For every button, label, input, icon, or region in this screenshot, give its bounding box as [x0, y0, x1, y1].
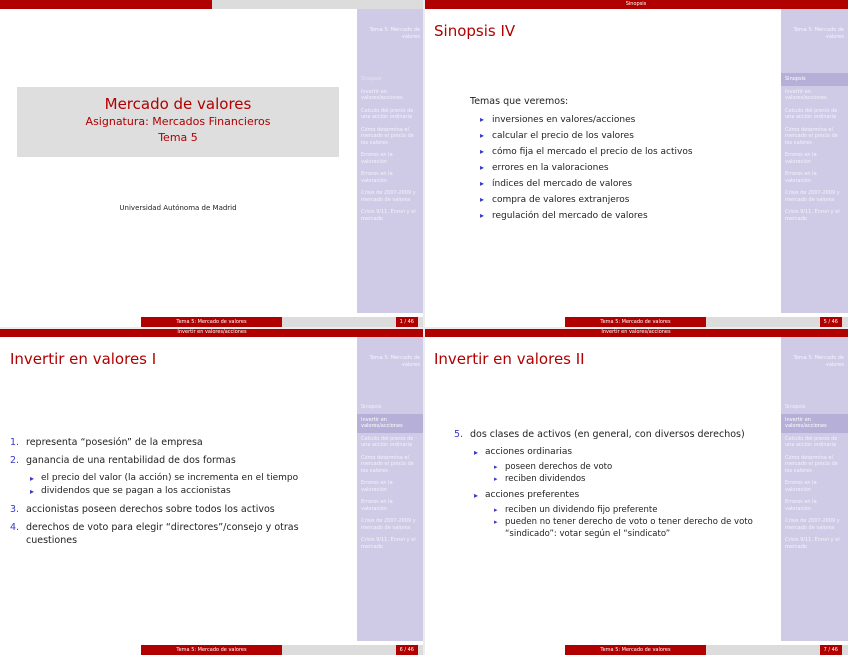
sub-item: ▸ dividendos que se pagan a los accionistas [30, 485, 350, 498]
sidebar-item-current[interactable]: Invertir en valores/acciones [781, 414, 848, 433]
presentation-title: Mercado de valores [104, 95, 252, 113]
sub-sub-item: ▸ pueden no tener derecho de voto o tener derecho de voto “sindicado”: votar según el “sindicato” [494, 516, 774, 540]
sidebar-item[interactable]: Cómo determina el mercado el precio de los valores [785, 454, 838, 474]
sidebar-item-current[interactable]: Sinopsis [781, 73, 848, 86]
item-text: accionistas poseen derechos sobre todos los activos [26, 504, 275, 515]
slide-title: Invertir en valores II [434, 350, 585, 368]
sidebar-item[interactable]: Cómo determina el mercado el precio de los valores [361, 126, 414, 146]
institution: Universidad Autónoma de Madrid [119, 204, 237, 212]
list-item [10, 503, 350, 516]
slide-header-bar [424, 0, 848, 9]
sidebar-nav [357, 337, 424, 641]
sub-item: ▸ acciones ordinarias [474, 446, 774, 459]
list-item [10, 521, 350, 547]
section-header: Invertir en valores/acciones [601, 329, 671, 335]
sidebar-nav [781, 337, 848, 641]
sub-sub-item: ▸ reciben dividendos [494, 473, 774, 485]
sub-item: ▸ acciones preferentes [474, 489, 774, 502]
sidebar-item[interactable]: Errores en la valoración [785, 152, 817, 165]
sidebar-item[interactable]: Cómo determina el mercado el precio de los valores [785, 126, 838, 146]
item-text: representa “posesión” de la empresa [26, 437, 203, 448]
sidebar-nav [781, 9, 848, 313]
page-number: 5 / 46 [820, 317, 842, 327]
slide-title[interactable] [0, 0, 424, 327]
sidebar-item-current[interactable]: Invertir en valores/acciones [357, 414, 424, 433]
presentation-topic: Tema 5 [158, 131, 198, 144]
footer-title: Tema 5: Mercado de valores [141, 317, 282, 327]
slide-header-bar [0, 0, 424, 9]
slide-footer [0, 645, 424, 655]
sidebar-nav [357, 9, 424, 313]
sidebar-item[interactable]: Invertir en valores/acciones [361, 88, 403, 101]
section-header: Invertir en valores/acciones [177, 329, 247, 335]
sidebar-item[interactable]: Crisis de 2007-2009 y mercado de valores [785, 190, 840, 203]
list-item [10, 454, 350, 467]
enumerated-list [454, 428, 774, 545]
sidebar-item[interactable]: Calculo del precio de una acción ordinaria [361, 435, 414, 448]
intro-text: Temas que veremos: [470, 96, 569, 107]
sub-sub-item: ▸ reciben un dividendo fijo preferente [494, 504, 774, 516]
item-number: 5. [454, 429, 464, 440]
sidebar-head[interactable]: Tema 5: Mercado de valores [369, 27, 420, 40]
item-number: 4. [10, 522, 20, 533]
list-item: ▸ compra de valores extranjeros [480, 192, 693, 208]
sub-item: ▸ el precio del valor (la acción) se incrementa en el tiempo [30, 472, 350, 485]
title-box [17, 87, 339, 157]
list-item [10, 436, 350, 449]
sidebar-item[interactable]: Crisis de 2007-2009 y mercado de valores [785, 518, 840, 531]
sidebar-head[interactable]: Tema 5: Mercado de valores [793, 355, 844, 368]
slide-title: Sinopsis IV [434, 22, 516, 40]
section-header: Sinopsis [625, 1, 647, 7]
list-item: ▸ índices del mercado de valores [480, 176, 693, 192]
sub-sub-list [474, 461, 774, 485]
sidebar-item[interactable]: Errores en la valoración [785, 171, 817, 184]
presentation-subtitle: Asignatura: Mercados Financieros [85, 115, 271, 128]
slide-header-bar [424, 328, 848, 337]
sidebar-item[interactable]: Errores en la valoración [361, 171, 393, 184]
sub-sub-list [474, 504, 774, 540]
sub-list [454, 446, 774, 540]
sidebar-item[interactable]: Sinopsis [785, 404, 806, 410]
slide-footer [0, 317, 424, 327]
item-text: ganancia de una rentabilidad de dos formas [26, 455, 236, 466]
sidebar-item[interactable]: Crisis 9/11, Enron y el mercado [361, 209, 416, 222]
sidebar-item[interactable]: Calculo del precio de una acción ordinaria [785, 107, 838, 120]
sidebar-head[interactable]: Tema 5: Mercado de valores [793, 27, 844, 40]
slide-header-bar [0, 328, 424, 337]
sidebar-item[interactable]: Crisis de 2007-2009 y mercado de valores [361, 518, 416, 531]
item-number: 2. [10, 455, 20, 466]
list-item [454, 428, 774, 441]
sidebar-head[interactable]: Tema 5: Mercado de valores [369, 355, 420, 368]
sidebar-item[interactable]: Crisis 9/11, Enron y el mercado [785, 209, 840, 222]
sidebar-item[interactable]: Errores en la valoración [361, 152, 393, 165]
list-item: ▸ cómo fija el mercado el precio de los activos [480, 144, 693, 160]
sidebar-item[interactable]: Errores en la valoración [361, 480, 393, 493]
list-item: ▸ calcular el precio de los valores [480, 128, 693, 144]
item-number: 3. [10, 504, 20, 515]
sidebar-item[interactable]: Errores en la valoración [785, 499, 817, 512]
item-number: 1. [10, 437, 20, 448]
page-number: 6 / 46 [396, 645, 418, 655]
slide-sinopsis[interactable] [424, 0, 848, 327]
sidebar-item[interactable]: Crisis 9/11, Enron y el mercado [361, 537, 416, 550]
topic-list [480, 112, 693, 224]
list-item: ▸ errores en la valoraciones [480, 160, 693, 176]
list-item: ▸ inversiones en valores/acciones [480, 112, 693, 128]
footer-title: Tema 5: Mercado de valores [141, 645, 282, 655]
item-text: dos clases de activos (en general, con diversos derechos) [470, 429, 745, 440]
sidebar-item[interactable]: Sinopsis [361, 404, 382, 410]
item-text: derechos de voto para elegir “directores”/consejo y otras cuestiones [26, 522, 299, 546]
sidebar-item[interactable]: Sinopsis [361, 76, 382, 82]
page-number: 1 / 46 [396, 317, 418, 327]
slide-invertir-2[interactable] [424, 328, 848, 655]
sidebar-item[interactable]: Calculo del precio de una acción ordinaria [361, 107, 414, 120]
slide-footer [424, 645, 848, 655]
page-number: 7 / 46 [820, 645, 842, 655]
slide-title: Invertir en valores I [10, 350, 157, 368]
sidebar-item[interactable]: Crisis de 2007-2009 y mercado de valores [361, 190, 416, 203]
slide-footer [424, 317, 848, 327]
footer-title: Tema 5: Mercado de valores [565, 317, 706, 327]
sidebar-item[interactable]: Cómo determina el mercado el precio de los valores [361, 454, 414, 474]
list-item: ▸ regulación del mercado de valores [480, 208, 693, 224]
sub-sub-item: ▸ poseen derechos de voto [494, 461, 774, 473]
sidebar-item[interactable]: Invertir en valores/acciones [785, 88, 827, 101]
sidebar-item[interactable]: Errores en la valoración [785, 480, 817, 493]
slide-invertir-1[interactable] [0, 328, 424, 655]
grid-divider-horizontal [0, 327, 848, 329]
enumerated-list [10, 436, 350, 552]
sub-list [10, 472, 350, 498]
sidebar-item[interactable]: Errores en la valoración [361, 499, 393, 512]
sidebar-item[interactable]: Crisis 9/11, Enron y el mercado [785, 537, 840, 550]
footer-title: Tema 5: Mercado de valores [565, 645, 706, 655]
sidebar-item[interactable]: Calculo del precio de una acción ordinaria [785, 435, 838, 448]
